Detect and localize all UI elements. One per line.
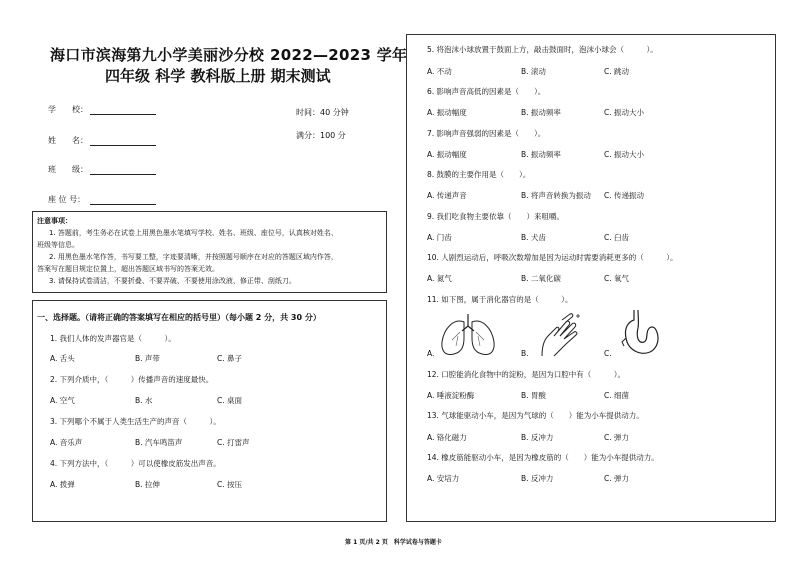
notice-line: 1. 答题前，考生务必在试卷上用黑色墨水笔填写学校、姓名、班级、座位号，认真核对姓名、 [49, 229, 338, 237]
question-stem: 6. 影响声音高低的因素是（ ）。 [427, 87, 546, 96]
option-b: B. 水 [135, 396, 153, 405]
option-b: B. 拉伸 [135, 480, 160, 489]
notice-box [32, 211, 387, 293]
option-c: C. 弹力 [604, 433, 630, 442]
option-a: A. 氮气 [427, 274, 452, 283]
stomach-icon [618, 308, 662, 358]
question-stem: 3. 下列哪个不属于人类生活生产的声音（ ）。 [50, 417, 221, 426]
question-stem: 4. 下列方法中，（ ）可以使橡皮筋发出声音。 [50, 459, 221, 468]
option-b: B. 滚动 [521, 67, 546, 76]
option-b: B. [521, 349, 529, 358]
school-name: 海口市滨海第九小学美丽沙分校 [50, 46, 265, 64]
page-footer: 第 1 页/共 2 页 科学试卷与答题卡 [345, 539, 442, 546]
option-b: B. 二氧化碳 [521, 274, 561, 283]
option-a: A. 空气 [50, 396, 75, 405]
option-c: C. 桌面 [217, 396, 243, 405]
option-a: A. [427, 349, 435, 358]
option-a: A. 传递声音 [427, 191, 467, 200]
field-class-line[interactable] [90, 174, 156, 175]
option-c: C. 打雷声 [217, 438, 250, 447]
exam-time: 时间：40 分钟 [296, 108, 349, 117]
lungs-icon [438, 312, 498, 358]
option-b: B. 胃酸 [521, 391, 546, 400]
option-c: C. 鼻子 [217, 354, 243, 363]
academic-year: 2022—2023 学年 [270, 46, 408, 64]
question-stem: 5. 将泡沫小球放置于鼓面上方，敲击鼓面时，泡沫小球会（ ）。 [427, 45, 658, 54]
question-stem: 8. 鼓膜的主要作用是（ ）。 [427, 170, 531, 179]
option-b: B. 汽车鸣笛声 [135, 438, 183, 447]
option-c: C. [604, 349, 612, 358]
field-school-line[interactable] [90, 114, 156, 115]
question-stem: 13. 气球能驱动小车，是因为气球的（ ）能为小车提供动力。 [427, 411, 644, 420]
option-c: C. 跳动 [604, 67, 630, 76]
question-stem: 1. 我们人体的发声器官是（ ）。 [50, 334, 176, 343]
notice-line: 2. 用黑色墨水笔作答，书写要工整，字迹要清晰，并按照题号顺序在对应的答题区域内作答， [49, 253, 338, 261]
question-stem: 11. 如下图，属于消化器官的是（ ）。 [427, 295, 573, 304]
field-name-line[interactable] [90, 145, 156, 146]
question-stem: 10. 人剧烈运动后，呼吸次数增加是因为运动时需要消耗更多的（ ）。 [427, 253, 678, 262]
option-c: C. 弹力 [604, 474, 630, 483]
exam-subtitle: 四年级 科学 教科版上册 期末测试 [105, 67, 331, 85]
option-b: B. 声带 [135, 354, 160, 363]
notice-line: 3. 请保持试卷清洁，不要折叠、不要弄破、不要使用涂改液、修正带、刮纸刀。 [49, 277, 296, 285]
exam-score: 满分：100 分 [296, 131, 346, 140]
field-class-label: 班 级： [48, 165, 88, 174]
option-a: A. 铬化磁力 [427, 433, 467, 442]
option-b: B. 振动频率 [521, 150, 561, 159]
field-school-label: 学 校： [48, 105, 88, 114]
option-c: C. 传递振动 [604, 191, 645, 200]
option-b: B. 反冲力 [521, 433, 554, 442]
option-a: A. 唾液淀粉酶 [427, 391, 475, 400]
notice-line: 班级等信息。 [37, 241, 79, 249]
option-c: C. 振动大小 [604, 150, 645, 159]
option-a: A. 振动幅度 [427, 108, 467, 117]
field-seat-label: 座 位 号： [48, 195, 86, 204]
option-a: A. 不动 [427, 67, 452, 76]
option-c: C. 振动大小 [604, 108, 645, 117]
hand-icon [536, 310, 586, 358]
option-c: C. 按压 [217, 480, 243, 489]
field-name-label: 姓 名： [48, 136, 88, 145]
section-title: 一、选择题。（请将正确的答案填写在相应的括号里）（每小题 2 分，共 30 分） [37, 313, 321, 322]
question-stem: 12. 口腔能消化食物中的淀粉，是因为口腔中有（ ）。 [427, 370, 626, 379]
option-a: A. 拨弹 [50, 480, 75, 489]
question-stem: 2. 下列介质中，（ ）传播声音的速度最快。 [50, 375, 214, 384]
option-b: B. 反冲力 [521, 474, 554, 483]
option-c: C. 氧气 [604, 274, 630, 283]
notice-title: 注意事项： [37, 217, 72, 225]
option-b: B. 犬齿 [521, 233, 546, 242]
question-stem: 14. 橡皮筋能驱动小车，是因为橡皮筋的（ ）能为小车提供动力。 [427, 453, 659, 462]
question-stem: 9. 我们吃食物主要依靠（ ）来咀嚼。 [427, 212, 565, 221]
option-b: B. 将声音转换为振动 [521, 191, 591, 200]
option-a: A. 振动幅度 [427, 150, 467, 159]
option-a: A. 音乐声 [50, 438, 83, 447]
option-a: A. 安培力 [427, 474, 460, 483]
option-c: C. 臼齿 [604, 233, 630, 242]
option-c: C. 细菌 [604, 391, 630, 400]
option-b: B. 振动频率 [521, 108, 561, 117]
field-seat-line[interactable] [90, 204, 156, 205]
option-a: A. 门齿 [427, 233, 452, 242]
question-stem: 7. 影响声音强弱的因素是（ ）。 [427, 129, 546, 138]
option-a: A. 舌头 [50, 354, 75, 363]
notice-line: 答案写在题目规定位置上，超出答题区域书写的答案无效。 [37, 265, 219, 273]
